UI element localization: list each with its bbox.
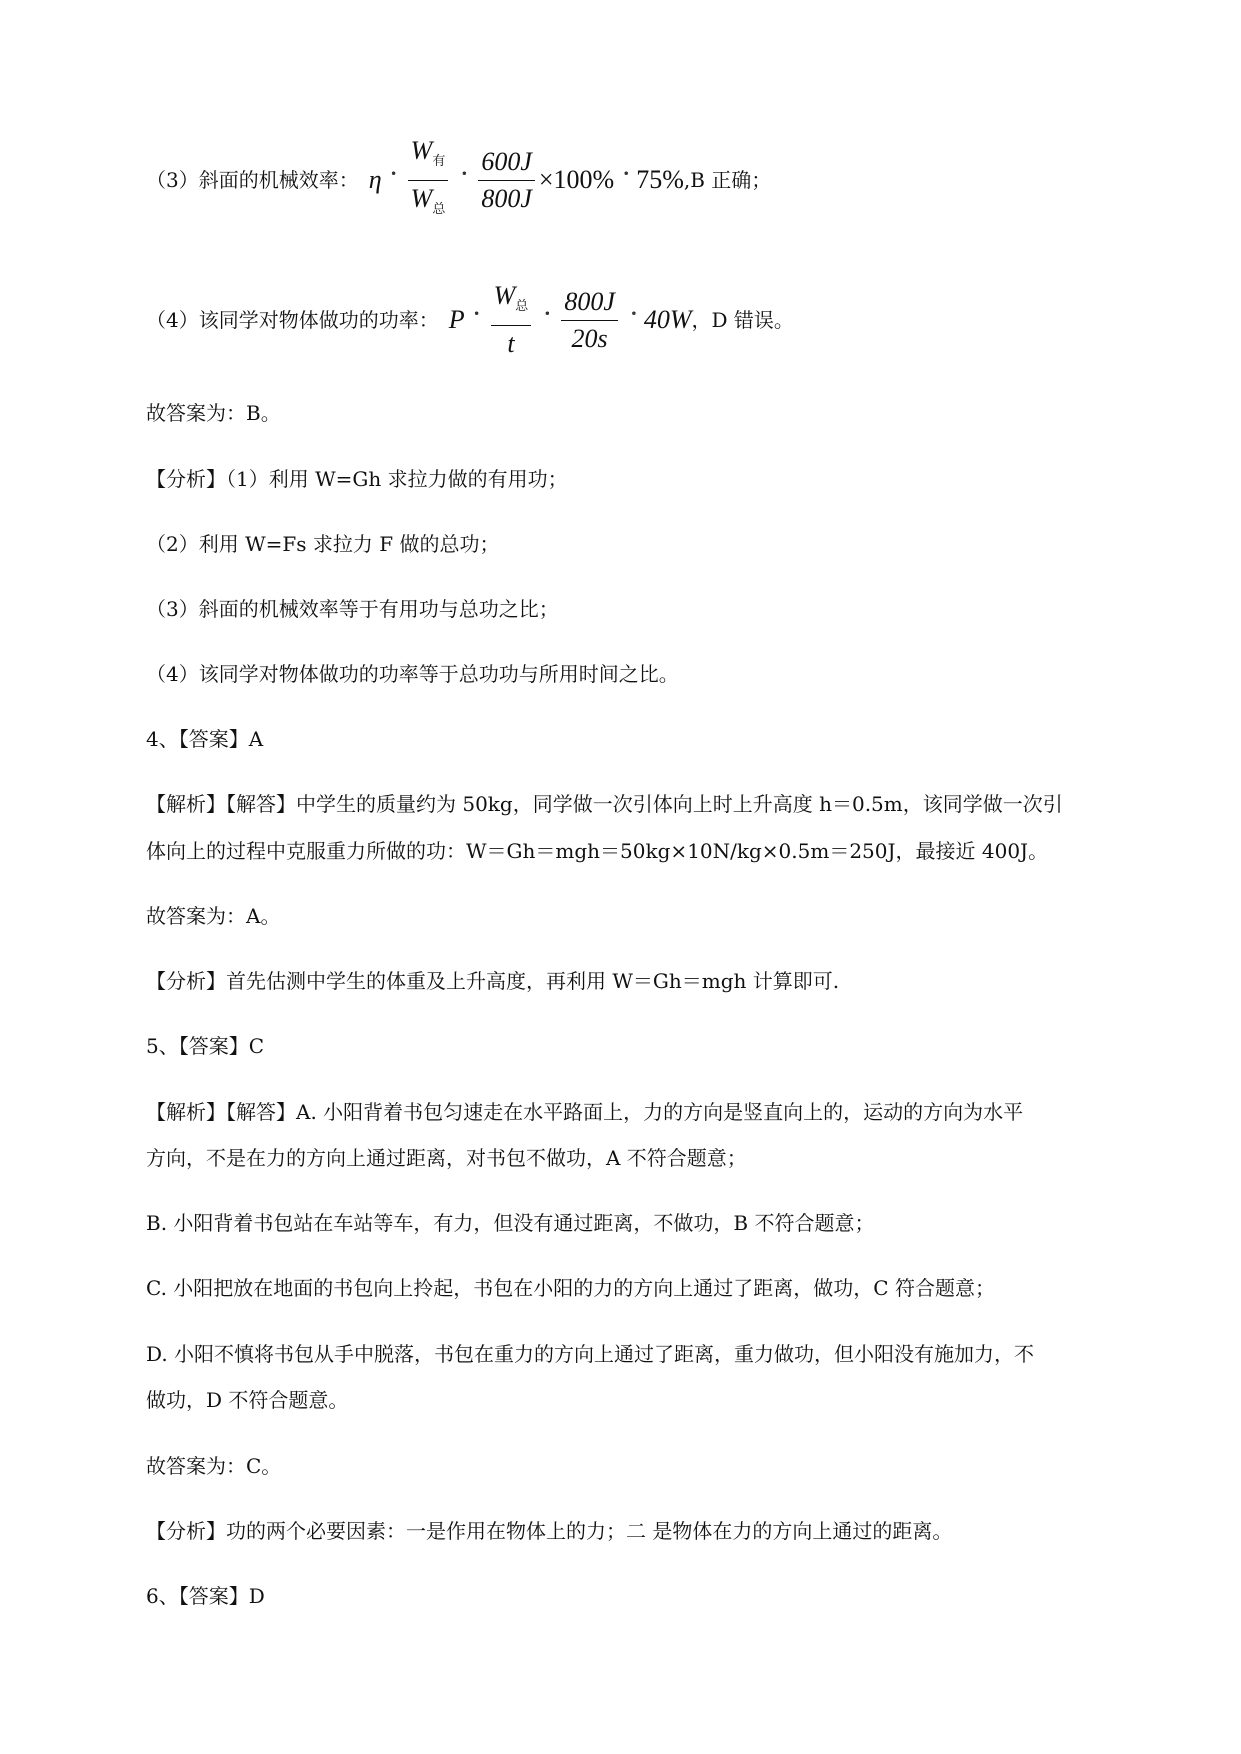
analysis-line: （3）斜面的机械效率等于有用功与总功之比； (146, 597, 559, 621)
work-values-fraction: $\frac{600J}{800J}$ (478, 147, 535, 214)
analysis-line: 【分析】首先估测中学生的体重及上升高度，再利用 W＝Gh＝mgh 计算即可. (146, 969, 840, 993)
equals-mark: ˟̊ (544, 312, 549, 327)
solution-line: 做功，D 不符合题意。 (146, 1388, 349, 1412)
equals-mark: ˟̊ (461, 172, 466, 187)
power-values-fraction: $\frac{800J}{20s}$ (561, 287, 618, 354)
power-conclusion: ，D 错误。 (691, 308, 794, 332)
solution-line: 体向上的过程中克服重力所做的功：W＝Gh＝mgh＝50kg×10N/kg×0.5m＝250J，最接近 400J。 (146, 839, 1049, 863)
question-heading: 5、【答案】C (146, 1034, 265, 1058)
analysis-line: 【分析】功的两个必要因素：一是作用在物体上的力；二 是物体在力的方向上通过的距离。 (146, 1519, 953, 1543)
analysis-line: 【分析】（1）利用 W=Gh 求拉力做的有用功； (146, 467, 568, 491)
equals-mark: ˟̊ (390, 172, 395, 187)
solution-line: 方向，不是在力的方向上通过距离，对书包不做功，A 不符合题意； (146, 1146, 747, 1170)
total-work-over-time-fraction: $\frac{W_总}{t}$ (491, 281, 532, 359)
efficiency-conclusion: ,B 正确； (683, 168, 772, 192)
solution-line: D. 小阳不慎将书包从手中脱落，书包在重力的方向上通过了距离，重力做功，但小阳没有施加力，不 (146, 1342, 1035, 1366)
solution-line: 【解析】【解答】A. 小阳背着书包匀速走在水平路面上，力的方向是竖直向上的，运动的方向为水平 (146, 1100, 1024, 1124)
analysis-line: （2）利用 W=Fs 求拉力 F 做的总功； (146, 532, 500, 556)
answer-line: 故答案为：C。 (146, 1454, 282, 1478)
times-hundred-percent: ×100% (538, 165, 615, 194)
efficiency-formula-line (146, 135, 1146, 225)
equals-mark: ˟̊ (630, 312, 636, 327)
answer-line: 故答案为：B。 (146, 401, 281, 425)
solution-line: C. 小阳把放在地面的书包向上拎起，书包在小阳的力的方向上通过了距离，做功，C 符合题意； (146, 1276, 995, 1300)
analysis-line: （4）该同学对物体做功的功率等于总功功与所用时间之比。 (146, 662, 679, 686)
equals-mark: ˟̊ (473, 312, 478, 327)
power-label: （4）该同学对物体做功的功率： (146, 308, 439, 332)
eta-symbol: η (368, 165, 382, 194)
equals-mark: ˟̊ (622, 172, 628, 187)
solution-line: B. 小阳背着书包站在车站等车，有力，但没有通过距离，不做功，B 不符合题意； (146, 1211, 875, 1235)
solution-line: 【解析】【解答】中学生的质量约为 50kg，同学做一次引体向上时上升高度 h＝0.5m，该同学做一次引 (146, 792, 1063, 816)
power-result: 40W (643, 305, 692, 334)
answer-line: 故答案为：A。 (146, 904, 281, 928)
power-formula-line (146, 275, 1146, 365)
efficiency-label: （3）斜面的机械效率： (146, 168, 359, 192)
efficiency-result: 75% (636, 165, 684, 194)
useful-over-total-fraction: $\frac{W_有}{W_总}$ (408, 136, 449, 225)
power-symbol: P (448, 305, 465, 334)
question-heading: 4、【答案】A (146, 727, 264, 751)
question-heading: 6、【答案】D (146, 1584, 265, 1608)
